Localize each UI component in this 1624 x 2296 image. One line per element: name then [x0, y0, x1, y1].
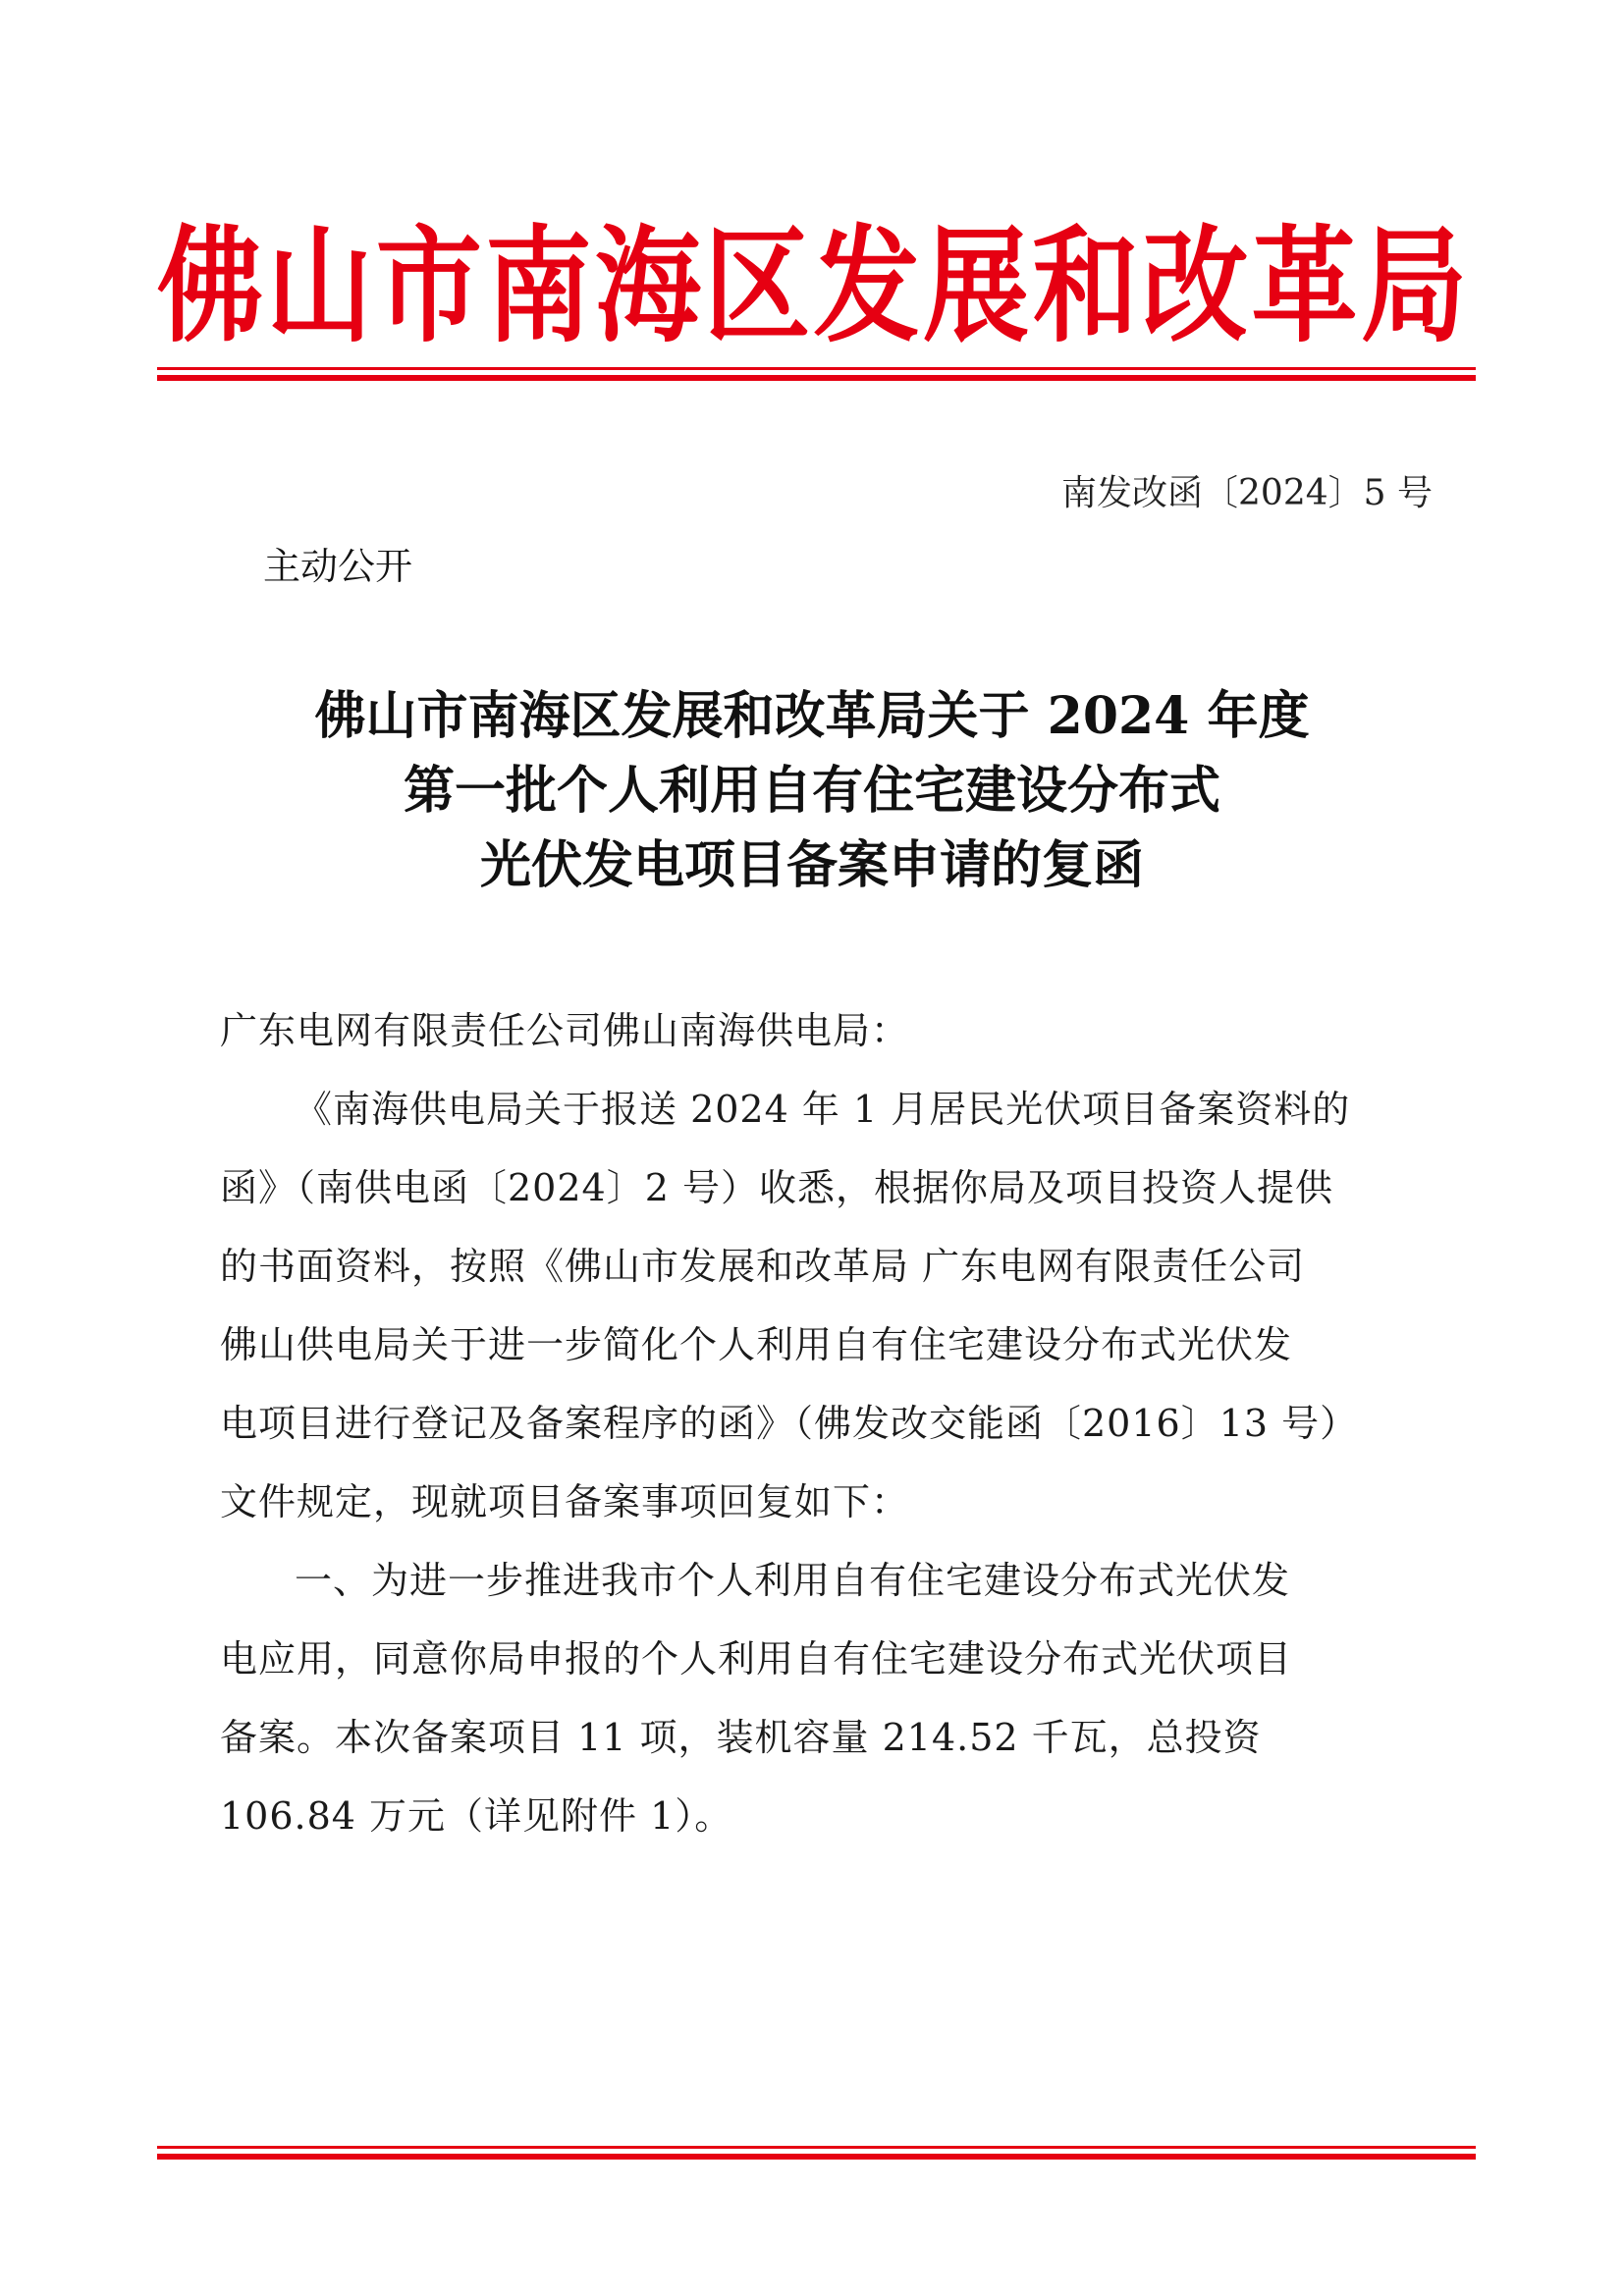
body-line: 备案。本次备案项目 11 项，装机容量 214.52 千瓦，总投资 — [220, 1716, 1262, 1759]
footer-divider-thin — [157, 2146, 1476, 2149]
letterhead-char: 改 — [1142, 214, 1249, 360]
body-paragraph-1 — [220, 1070, 1434, 1541]
letterhead-char: 南 — [485, 214, 592, 360]
title-line: 光伏发电项目备案申请的复函 — [479, 835, 1144, 895]
letterhead-char: 革 — [1251, 214, 1358, 360]
body-line: 《南海供电局关于报送 2024 年 1 月居民光伏项目备案资料的 — [295, 1088, 1351, 1131]
letterhead-divider-thick — [157, 375, 1476, 381]
footer-divider-thick — [157, 2154, 1476, 2160]
body-line: 文件规定，现就项目备案事项回复如下： — [220, 1480, 910, 1523]
body-line: 电项目进行登记及备案程序的函》（佛发改交能函〔2016〕13 号） — [220, 1402, 1359, 1445]
title-line: 佛山市南海区发展和改革局关于 2024 年度 — [314, 686, 1310, 746]
body-line: 电应用，同意你局申报的个人利用自有住宅建设分布式光伏项目 — [220, 1637, 1293, 1681]
document-body — [220, 991, 1434, 1855]
title-line: 第一批个人利用自有住宅建设分布式 — [403, 761, 1220, 821]
letterhead-char: 山 — [266, 214, 373, 360]
letterhead-char: 展 — [923, 214, 1030, 360]
letterhead-divider-thin — [157, 367, 1476, 370]
body-line: 106.84 万元（详见附件 1）。 — [220, 1794, 733, 1838]
body-line: 函》（南供电函〔2024〕2 号）收悉，根据你局及项目投资人提供 — [220, 1166, 1333, 1209]
document-title — [157, 679, 1467, 903]
letterhead-title — [157, 214, 1467, 361]
recipient-line: 广东电网有限责任公司佛山南海供电局： — [220, 1009, 910, 1052]
body-line: 的书面资料，按照《佛山市发展和改革局 广东电网有限责任公司 — [220, 1245, 1306, 1288]
disclosure-label: 主动公开 — [263, 545, 413, 588]
letterhead-char: 佛 — [157, 214, 264, 360]
document-number: 南发改函〔2024〕5 号 — [1061, 473, 1433, 513]
body-line: 一、为进一步推进我市个人利用自有住宅建设分布式光伏发 — [295, 1559, 1291, 1602]
letterhead-char: 和 — [1032, 214, 1139, 360]
body-line: 佛山供电局关于进一步简化个人利用自有住宅建设分布式光伏发 — [220, 1323, 1293, 1366]
letterhead-char: 局 — [1360, 214, 1467, 360]
letterhead-char: 发 — [813, 214, 920, 360]
letterhead-char: 区 — [704, 214, 811, 360]
body-paragraph-2 — [220, 1541, 1434, 1855]
letterhead-char: 市 — [375, 214, 482, 360]
letterhead-char: 海 — [594, 214, 701, 360]
